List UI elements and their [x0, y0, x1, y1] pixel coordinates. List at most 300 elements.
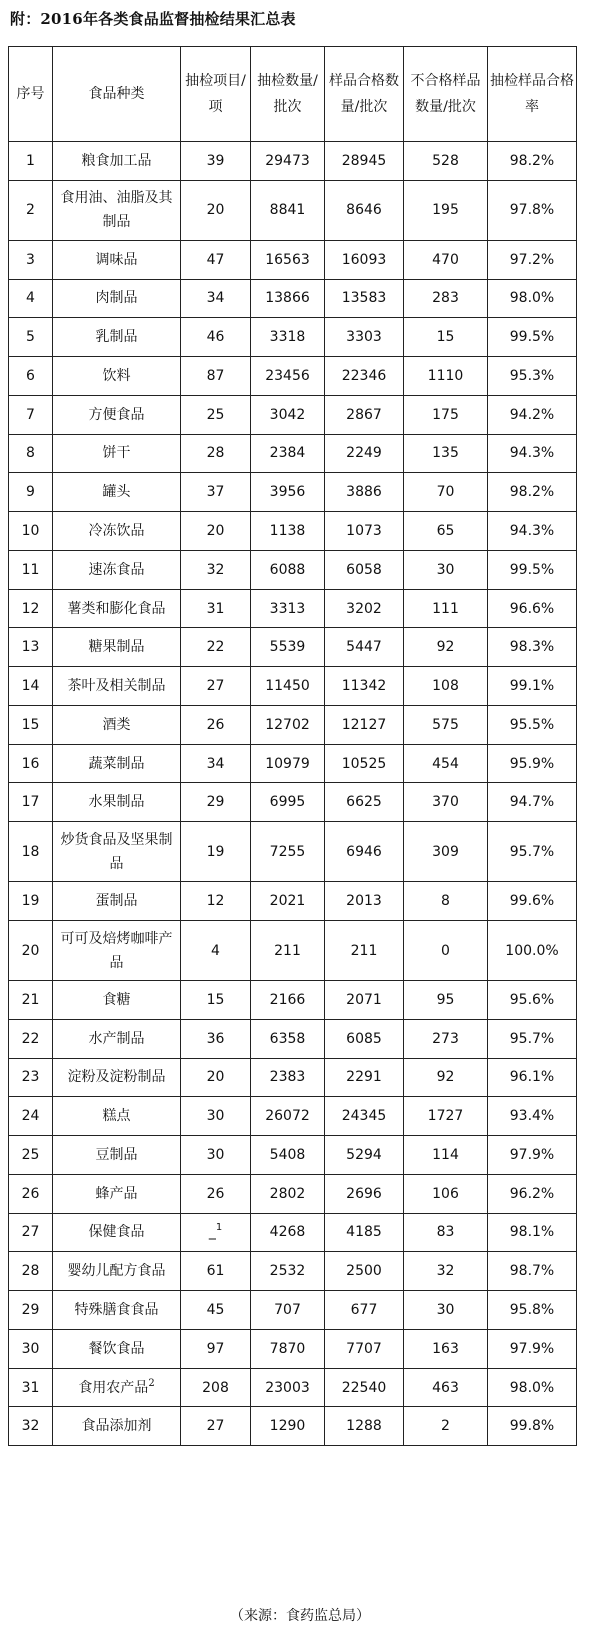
category-cell: [53, 1058, 181, 1097]
category-cell: [53, 744, 181, 783]
category-cell: [53, 589, 181, 628]
rate-cell: [488, 1291, 577, 1330]
table-row: [9, 318, 577, 357]
category-cell-text: 糕点: [102, 1108, 131, 1125]
category-cell-text: 保健食品: [88, 1224, 145, 1241]
row-index-cell-text: 11: [21, 561, 40, 578]
rate-cell: [488, 512, 577, 551]
sampled-cell-text: 3956: [269, 484, 306, 501]
qualified-cell: [325, 1174, 404, 1213]
items-cell-text: 34: [206, 290, 225, 307]
unqualified-cell-text: 30: [436, 561, 455, 578]
sampled-cell-text: 6088: [269, 561, 306, 578]
rate-cell-text: 95.6%: [509, 991, 555, 1008]
sampled-cell-text: 1290: [269, 1418, 306, 1435]
rate-cell-text: 94.7%: [509, 794, 555, 811]
items-cell-text: 28: [206, 445, 225, 462]
table-row: [9, 550, 577, 589]
unqualified-cell: [404, 705, 488, 744]
items-cell: [181, 142, 251, 181]
row-index-cell-text: 25: [21, 1146, 40, 1163]
header-category: 食品种类: [53, 47, 181, 142]
items-cell-text: 39: [206, 152, 225, 169]
sampled-cell-text: 3318: [269, 329, 306, 346]
items-cell: [181, 357, 251, 396]
qualified-cell: [325, 1019, 404, 1058]
category-cell-text: 方便食品: [88, 406, 145, 423]
rate-cell-text: 97.9%: [509, 1146, 555, 1163]
qualified-cell-text: 8646: [346, 202, 382, 219]
qualified-cell: [325, 705, 404, 744]
rate-cell: [488, 550, 577, 589]
category-cell: [53, 1291, 181, 1330]
category-cell-text: 蔬菜制品: [88, 755, 145, 772]
items-cell-text: 46: [206, 329, 225, 346]
row-index-cell: [9, 783, 53, 822]
sampled-cell: [251, 921, 325, 981]
rate-cell-text: 98.2%: [509, 152, 555, 169]
row-index-cell: [9, 921, 53, 981]
table-body: [9, 142, 577, 1446]
row-index-cell: [9, 822, 53, 882]
sampled-cell: [251, 822, 325, 882]
header-index: 序号: [9, 47, 53, 142]
table-row: [9, 589, 577, 628]
unqualified-cell-text: 83: [436, 1224, 455, 1241]
items-cell: [181, 1407, 251, 1446]
rate-cell: [488, 744, 577, 783]
qualified-cell: [325, 473, 404, 512]
rate-cell: [488, 1058, 577, 1097]
sampled-cell: [251, 589, 325, 628]
unqualified-cell-text: 0: [441, 942, 450, 959]
unqualified-cell: [404, 180, 488, 240]
header-qualified: 样品合格数量/批次: [325, 47, 404, 142]
category-cell-text: 豆制品: [95, 1146, 138, 1163]
sampled-cell-text: 23003: [265, 1379, 310, 1396]
rate-cell-text: 95.7%: [509, 843, 555, 860]
rate-cell: [488, 1368, 577, 1407]
unqualified-cell-text: 95: [436, 991, 455, 1008]
sampled-cell: [251, 705, 325, 744]
items-cell-text: 87: [206, 367, 225, 384]
unqualified-cell: [404, 667, 488, 706]
sampled-cell-text: 2802: [269, 1185, 306, 1202]
summary-table: [8, 46, 577, 1446]
items-cell: [181, 180, 251, 240]
qualified-cell-text: 3202: [346, 600, 382, 617]
category-cell-text: 特殊膳食食品: [74, 1302, 159, 1319]
items-cell: [181, 1174, 251, 1213]
sampled-cell-text: 1138: [269, 523, 306, 539]
header-items: 抽检项目/项: [181, 47, 251, 142]
qualified-cell-text: 1073: [346, 523, 382, 539]
rate-cell: [488, 180, 577, 240]
unqualified-cell: [404, 1097, 488, 1136]
qualified-cell: [325, 142, 404, 181]
source-note: （来源：食药监总局）: [230, 1608, 370, 1624]
sampled-cell: [251, 434, 325, 473]
sampled-cell-text: 7255: [269, 843, 306, 860]
row-index-cell-text: 30: [21, 1340, 40, 1357]
row-index-cell-text: 7: [26, 406, 35, 423]
row-index-cell: [9, 1407, 53, 1446]
row-index-cell-text: 8: [26, 445, 35, 462]
items-cell-text: 27: [206, 678, 225, 695]
rate-cell: [488, 1213, 577, 1252]
header-rate: 抽检样品合格率: [488, 47, 577, 142]
table-row: [9, 783, 577, 822]
rate-cell-text: 95.3%: [509, 367, 555, 384]
rate-cell-text: 95.7%: [509, 1030, 555, 1047]
sampled-cell-text: 3042: [269, 406, 306, 423]
row-index-cell: [9, 180, 53, 240]
unqualified-cell-text: 175: [432, 406, 459, 423]
row-index-cell: [9, 550, 53, 589]
qualified-cell-text: 2071: [346, 991, 382, 1008]
qualified-cell-text: 22346: [341, 367, 387, 384]
sampled-cell-text: 5539: [269, 639, 306, 656]
sampled-cell-text: 2383: [269, 1069, 306, 1086]
qualified-cell: [325, 628, 404, 667]
rate-cell-text: 98.1%: [509, 1224, 555, 1241]
items-cell-text: 36: [206, 1030, 225, 1047]
unqualified-cell: [404, 434, 488, 473]
rate-cell-text: 94.3%: [509, 445, 555, 462]
rate-cell-text: 99.6%: [509, 893, 555, 910]
category-cell: [53, 822, 181, 882]
items-cell: [181, 1291, 251, 1330]
rate-cell: [488, 589, 577, 628]
sampled-cell-text: 11450: [265, 678, 310, 695]
row-index-cell-text: 19: [21, 893, 40, 910]
items-cell-text: 4: [211, 942, 220, 959]
unqualified-cell: [404, 395, 488, 434]
table-row: [9, 1329, 577, 1368]
row-index-cell-text: 26: [21, 1185, 40, 1202]
table-row: [9, 1368, 577, 1407]
rate-cell: [488, 240, 577, 279]
category-cell: [53, 921, 181, 981]
category-cell: [53, 1136, 181, 1175]
rate-cell: [488, 357, 577, 396]
row-index-cell-text: 4: [26, 290, 35, 307]
footnote-marker: 2: [148, 1377, 155, 1389]
qualified-cell: [325, 180, 404, 240]
unqualified-cell: [404, 981, 488, 1020]
category-cell-text: 蛋制品: [95, 893, 138, 910]
unqualified-cell: [404, 589, 488, 628]
sampled-cell: [251, 1213, 325, 1252]
rate-cell: [488, 1019, 577, 1058]
unqualified-cell: [404, 628, 488, 667]
items-cell-text: 26: [206, 716, 225, 733]
table-row: [9, 1252, 577, 1291]
unqualified-cell-text: 70: [436, 484, 455, 501]
table-row: [9, 981, 577, 1020]
sampled-cell-text: 2532: [269, 1263, 306, 1280]
unqualified-cell-text: 106: [432, 1185, 459, 1202]
table-row: [9, 279, 577, 318]
table-row: [9, 1019, 577, 1058]
sampled-cell: [251, 1407, 325, 1446]
row-index-cell-text: 18: [21, 843, 40, 860]
qualified-cell-text: 6625: [346, 794, 382, 811]
sampled-cell: [251, 628, 325, 667]
rate-cell: [488, 434, 577, 473]
category-cell: [53, 434, 181, 473]
category-cell-text: 炒货食品及坚果制品: [60, 831, 173, 872]
rate-cell-text: 96.2%: [509, 1185, 555, 1202]
row-index-cell: [9, 357, 53, 396]
items-cell-text: 29: [206, 794, 225, 811]
category-cell-text: 乳制品: [95, 329, 138, 346]
sampled-cell: [251, 1291, 325, 1330]
sampled-cell: [251, 279, 325, 318]
items-cell: [181, 318, 251, 357]
items-cell-text: 25: [206, 406, 225, 423]
unqualified-cell-text: 273: [432, 1030, 459, 1047]
items-cell-text: 34: [206, 755, 225, 772]
qualified-cell-text: 2291: [346, 1069, 382, 1086]
items-cell: [181, 240, 251, 279]
sampled-cell-text: 4268: [269, 1224, 306, 1241]
unqualified-cell-text: 1110: [427, 367, 464, 384]
items-cell: [181, 822, 251, 882]
sampled-cell-text: 707: [274, 1302, 301, 1319]
qualified-cell-text: 6946: [346, 843, 382, 860]
sampled-cell-text: 23456: [265, 367, 310, 384]
unqualified-cell: [404, 1136, 488, 1175]
row-index-cell-text: 23: [21, 1069, 40, 1086]
rate-cell: [488, 279, 577, 318]
sampled-cell: [251, 550, 325, 589]
sampled-cell: [251, 180, 325, 240]
items-cell: [181, 1329, 251, 1368]
rate-cell: [488, 395, 577, 434]
unqualified-cell-text: 1727: [427, 1108, 464, 1125]
items-cell: [181, 783, 251, 822]
items-cell: [181, 921, 251, 981]
rate-cell-text: 95.9%: [509, 755, 555, 772]
sampled-cell: [251, 473, 325, 512]
table-row: [9, 921, 577, 981]
rate-cell: [488, 318, 577, 357]
items-cell: [181, 981, 251, 1020]
row-index-cell: [9, 142, 53, 181]
qualified-cell-text: 2249: [346, 445, 382, 462]
category-cell: [53, 550, 181, 589]
row-index-cell-text: 20: [21, 942, 40, 959]
table-row: [9, 1213, 577, 1252]
rate-cell: [488, 1174, 577, 1213]
unqualified-cell: [404, 1019, 488, 1058]
qualified-cell-text: 677: [350, 1302, 378, 1319]
category-cell-text: 食用农产品: [78, 1379, 149, 1396]
qualified-cell-text: 6058: [346, 561, 382, 578]
rate-cell-text: 98.0%: [509, 290, 555, 307]
items-cell-text: 15: [206, 991, 225, 1008]
unqualified-cell: [404, 318, 488, 357]
row-index-cell: [9, 1136, 53, 1175]
row-index-cell: [9, 981, 53, 1020]
qualified-cell-text: 2013: [346, 893, 382, 910]
sampled-cell: [251, 1174, 325, 1213]
rate-cell-text: 99.1%: [509, 678, 555, 695]
table-row: [9, 1174, 577, 1213]
sampled-cell: [251, 1058, 325, 1097]
category-cell: [53, 240, 181, 279]
qualified-cell: [325, 434, 404, 473]
items-cell-text: 31: [206, 600, 225, 617]
row-index-cell: [9, 589, 53, 628]
sampled-cell: [251, 981, 325, 1020]
items-cell: [181, 589, 251, 628]
unqualified-cell-text: 470: [432, 251, 459, 268]
qualified-cell: [325, 667, 404, 706]
unqualified-cell: [404, 550, 488, 589]
items-cell: [181, 628, 251, 667]
items-cell-text: 27: [206, 1418, 225, 1435]
row-index-cell-text: 2: [26, 202, 35, 219]
table-row: [9, 822, 577, 882]
sampled-cell-text: 7870: [269, 1340, 306, 1357]
category-cell-text: 粮食加工品: [81, 152, 152, 169]
category-cell-text: 食品添加剂: [81, 1418, 152, 1435]
row-index-cell-text: 28: [21, 1263, 40, 1280]
row-index-cell: [9, 1213, 53, 1252]
row-index-cell: [9, 628, 53, 667]
sampled-cell: [251, 1136, 325, 1175]
table-row: [9, 1291, 577, 1330]
row-index-cell-text: 14: [21, 678, 40, 695]
items-cell-text: 26: [206, 1185, 225, 1202]
category-cell-text: 茶叶及相关制品: [67, 678, 166, 695]
row-index-cell: [9, 1019, 53, 1058]
row-index-cell-text: 12: [21, 600, 40, 617]
sampled-cell: [251, 357, 325, 396]
qualified-cell-text: 28945: [341, 152, 387, 169]
table-row: [9, 512, 577, 551]
rate-cell: [488, 1252, 577, 1291]
unqualified-cell: [404, 882, 488, 921]
qualified-cell-text: 24345: [341, 1108, 387, 1125]
category-cell-text: 罐头: [102, 484, 131, 501]
category-cell: [53, 512, 181, 551]
unqualified-cell: [404, 1291, 488, 1330]
qualified-cell: [325, 1213, 404, 1252]
row-index-cell-text: 32: [21, 1418, 40, 1435]
qualified-cell: [325, 512, 404, 551]
unqualified-cell-text: 15: [436, 329, 455, 346]
qualified-cell-text: 16093: [341, 251, 387, 268]
sampled-cell: [251, 882, 325, 921]
unqualified-cell: [404, 240, 488, 279]
qualified-cell: [325, 279, 404, 318]
rate-cell: [488, 473, 577, 512]
unqualified-cell-text: 92: [436, 639, 455, 656]
qualified-cell-text: 5447: [346, 639, 382, 656]
category-cell-text: 速冻食品: [88, 561, 145, 578]
items-cell: [181, 1213, 251, 1252]
category-cell: [53, 783, 181, 822]
qualified-cell: [325, 589, 404, 628]
sampled-cell: [251, 783, 325, 822]
header-unqualified: 不合格样品数量/批次: [404, 47, 488, 142]
table-row: [9, 142, 577, 181]
row-index-cell: [9, 1058, 53, 1097]
items-cell: [181, 1136, 251, 1175]
unqualified-cell-text: 528: [432, 152, 459, 169]
items-cell-text: 20: [206, 1069, 225, 1086]
sampled-cell: [251, 667, 325, 706]
sampled-cell-text: 2021: [269, 893, 306, 910]
table-row: [9, 395, 577, 434]
rate-cell: [488, 921, 577, 981]
rate-cell: [488, 981, 577, 1020]
sampled-cell: [251, 744, 325, 783]
category-cell: [53, 981, 181, 1020]
rate-cell: [488, 1136, 577, 1175]
rate-cell-text: 98.2%: [509, 484, 555, 501]
category-cell: [53, 705, 181, 744]
qualified-cell-text: 13583: [341, 290, 387, 307]
category-cell-text: 蜂产品: [95, 1185, 138, 1202]
qualified-cell: [325, 921, 404, 981]
category-cell-text: 可可及焙烤咖啡产品: [60, 930, 173, 971]
category-cell: [53, 1407, 181, 1446]
rate-cell-text: 98.7%: [509, 1263, 555, 1280]
row-index-cell-text: 24: [21, 1108, 40, 1125]
row-index-cell-text: 13: [21, 639, 40, 656]
category-cell-text: 肉制品: [95, 290, 138, 307]
category-cell-text: 淀粉及淀粉制品: [67, 1069, 166, 1086]
row-index-cell: [9, 1291, 53, 1330]
unqualified-cell: [404, 473, 488, 512]
row-index-cell: [9, 1097, 53, 1136]
table-row: [9, 667, 577, 706]
row-index-cell-text: 21: [21, 991, 40, 1008]
row-index-cell: [9, 473, 53, 512]
items-cell-text: 32: [206, 561, 225, 578]
qualified-cell: [325, 318, 404, 357]
row-index-cell: [9, 318, 53, 357]
items-cell: [181, 473, 251, 512]
items-cell: [181, 882, 251, 921]
table-row: [9, 240, 577, 279]
items-cell-text: 61: [206, 1263, 225, 1280]
category-cell-text: 水产制品: [88, 1030, 145, 1047]
row-index-cell-text: 5: [26, 329, 35, 346]
sampled-cell: [251, 318, 325, 357]
sampled-cell-text: 6358: [269, 1030, 306, 1047]
qualified-cell: [325, 395, 404, 434]
qualified-cell-text: 12127: [341, 716, 387, 733]
unqualified-cell: [404, 1329, 488, 1368]
unqualified-cell: [404, 1058, 488, 1097]
category-cell: [53, 142, 181, 181]
qualified-cell-text: 3303: [346, 329, 382, 346]
unqualified-cell-text: 575: [432, 716, 459, 733]
table-row: [9, 357, 577, 396]
row-index-cell-text: 1: [26, 152, 35, 169]
unqualified-cell-text: 135: [432, 445, 459, 462]
sampled-cell-text: 3313: [269, 600, 306, 617]
category-cell-text: 饼干: [102, 445, 131, 462]
qualified-cell: [325, 550, 404, 589]
row-index-cell-text: 17: [21, 794, 40, 811]
category-cell: [53, 667, 181, 706]
